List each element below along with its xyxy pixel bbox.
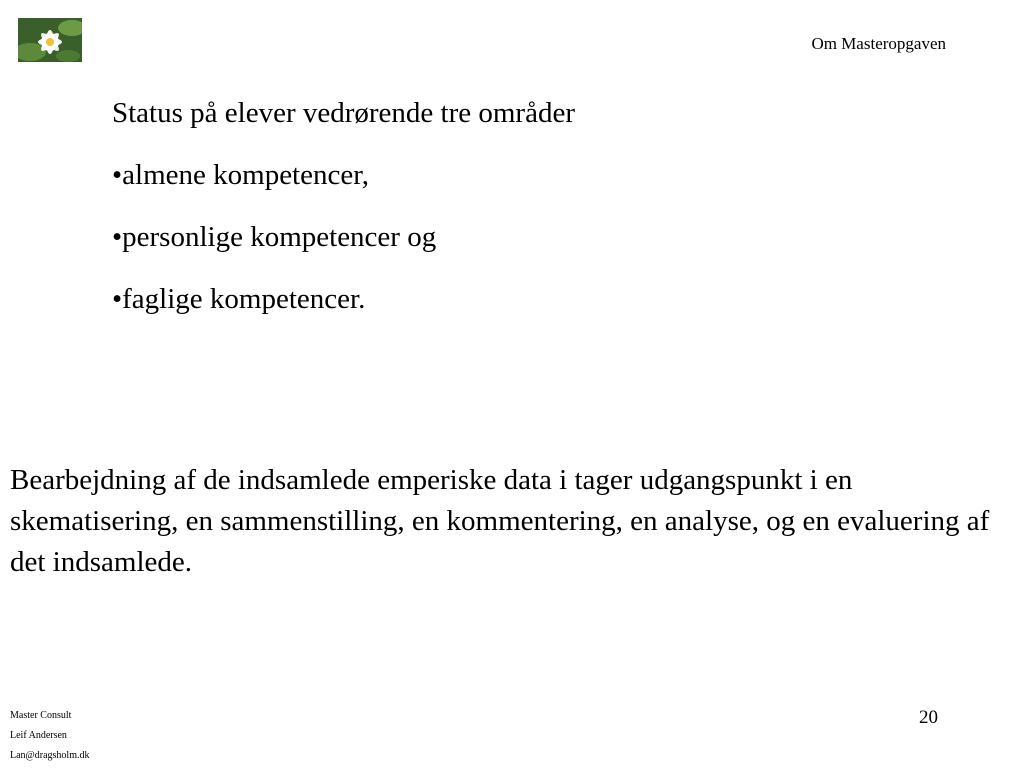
bullet-item: •faglige kompetencer. — [112, 283, 366, 315]
page-number: 20 — [919, 707, 938, 728]
footer-email: Lan@dragsholm.dk — [10, 750, 90, 761]
status-list — [112, 93, 812, 341]
bullet-item: •almene kompetencer, — [112, 159, 369, 191]
slide-header-title: Om Masteropgaven — [811, 34, 946, 53]
body-paragraph: Bearbejdning af de indsamlede emperiske data i tager udgangspunkt i en skematisering, en sammenstilling, en kommentering, en analyse, og en evaluering af det indsamlede. — [10, 464, 990, 578]
footer-credits — [10, 706, 89, 766]
bullet-item: •personlige kompetencer og — [112, 221, 437, 253]
footer-company: Master Consult — [10, 710, 72, 721]
footer-author: Leif Andersen — [10, 730, 67, 741]
water-lily-icon — [18, 18, 82, 62]
list-intro: Status på elever vedrørende tre områder — [112, 97, 575, 129]
